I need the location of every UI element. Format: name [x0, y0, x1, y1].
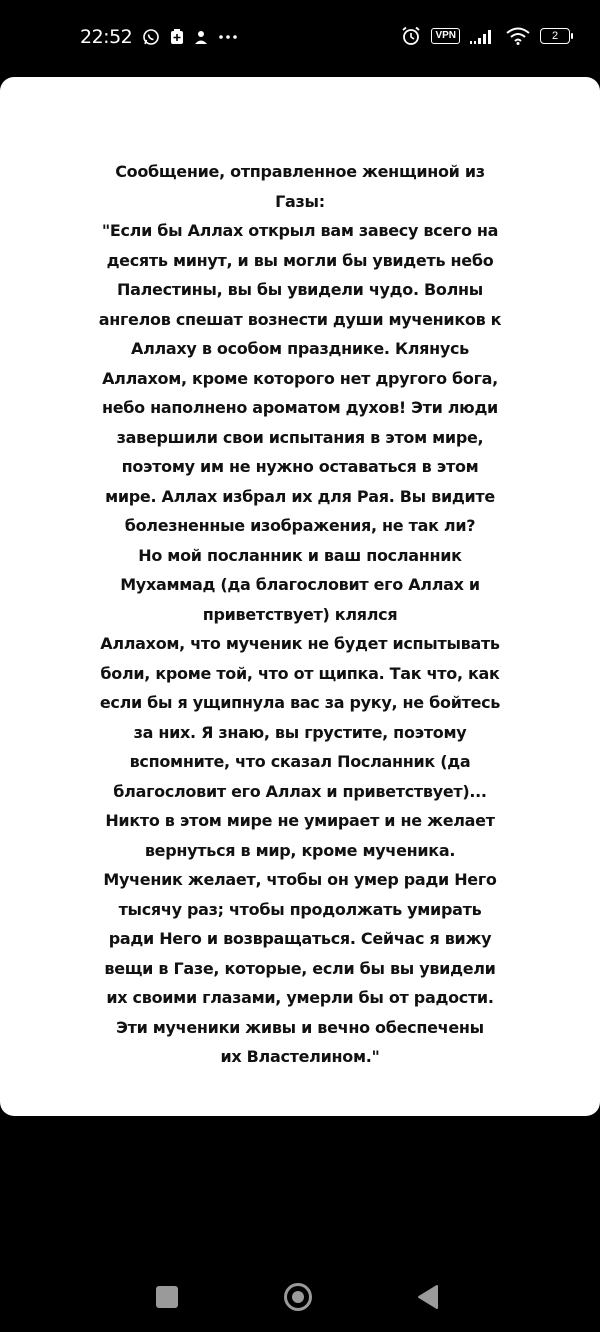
signal-icon	[470, 28, 496, 44]
message-line: их своими глазами, умерли бы от радости.	[106, 988, 494, 1007]
message-line: вернуться в мир, кроме мученика.	[144, 840, 456, 860]
more-dots-icon	[218, 34, 238, 40]
status-time: 22:52	[80, 26, 133, 48]
message-line: ради Него и возвращаться. Сейчас я вижу	[108, 929, 492, 948]
message-line: Эти мученики живы и вечно обеспечены	[116, 1017, 484, 1037]
message-line: небо наполнено ароматом духов! Эти люди	[102, 398, 498, 417]
message-text	[40, 157, 560, 1072]
message-line: вещи в Газе, которые, если бы вы увидели	[104, 958, 496, 978]
message-line: Аллахом, что мученик не будет испытывать	[100, 634, 500, 653]
message-line: Палестины, вы бы увидели чудо. Волны	[117, 280, 483, 299]
message-line: мире. Аллах избрал их для Рая. Вы видите	[105, 486, 495, 506]
wifi-icon	[506, 27, 530, 45]
status-bar	[0, 0, 600, 76]
whatsapp-icon	[142, 28, 160, 46]
status-right	[401, 26, 570, 46]
home-button[interactable]	[283, 1282, 313, 1312]
message-line: боли, кроме той, что от щипка. Так что, как	[100, 663, 500, 683]
save-icon	[170, 29, 184, 45]
battery-icon: 2	[540, 28, 570, 44]
message-line: десять минут, и вы могли бы увидеть небо	[106, 250, 494, 270]
content-card	[0, 77, 600, 1116]
message-line: если бы я ущипнула вас за руку, не бойтесь	[99, 693, 501, 712]
message-line: Сообщение, отправленное женщиной из	[115, 162, 485, 181]
back-button[interactable]	[416, 1284, 440, 1310]
message-line: вспомните, что сказал Посланник (да	[129, 752, 471, 771]
person-icon	[194, 29, 208, 45]
message-line: Но мой посланник и ваш посланник	[138, 545, 462, 565]
message-line: "Если бы Аллах открыл вам завесу всего на	[101, 221, 499, 240]
message-line: Аллахом, кроме которого нет другого бога,	[102, 368, 498, 388]
message-line: завершили свои испытания в этом мире,	[116, 427, 484, 447]
message-line: за них. Я знаю, вы грустите, поэтому	[133, 722, 467, 742]
message-line: приветствует) клялся	[202, 604, 398, 624]
message-line: болезненные изображения, не так ли?	[124, 516, 476, 535]
message-line: поэтому им не нужно оставаться в этом	[121, 457, 479, 476]
message-line: Мученик желает, чтобы он умер ради Него	[103, 870, 497, 889]
message-line: благословит его Аллах и приветствует)...	[113, 781, 487, 801]
message-line: Газы:	[275, 191, 325, 211]
recent-apps-button[interactable]	[156, 1286, 178, 1308]
alarm-icon	[401, 26, 421, 46]
message-line: Мухаммад (да благословит его Аллах и	[120, 575, 480, 594]
message-line: Никто в этом мире не умирает и не желает	[105, 811, 495, 830]
vpn-icon: VPN	[431, 28, 460, 44]
status-left	[80, 26, 238, 48]
navigation-bar	[0, 1262, 600, 1332]
message-line: ангелов спешат вознести души мучеников к	[98, 309, 502, 329]
message-line: Аллаху в особом празднике. Клянусь	[130, 339, 470, 358]
message-line: их Властелином."	[220, 1047, 380, 1066]
message-line: тысячу раз; чтобы продолжать умирать	[118, 899, 482, 919]
